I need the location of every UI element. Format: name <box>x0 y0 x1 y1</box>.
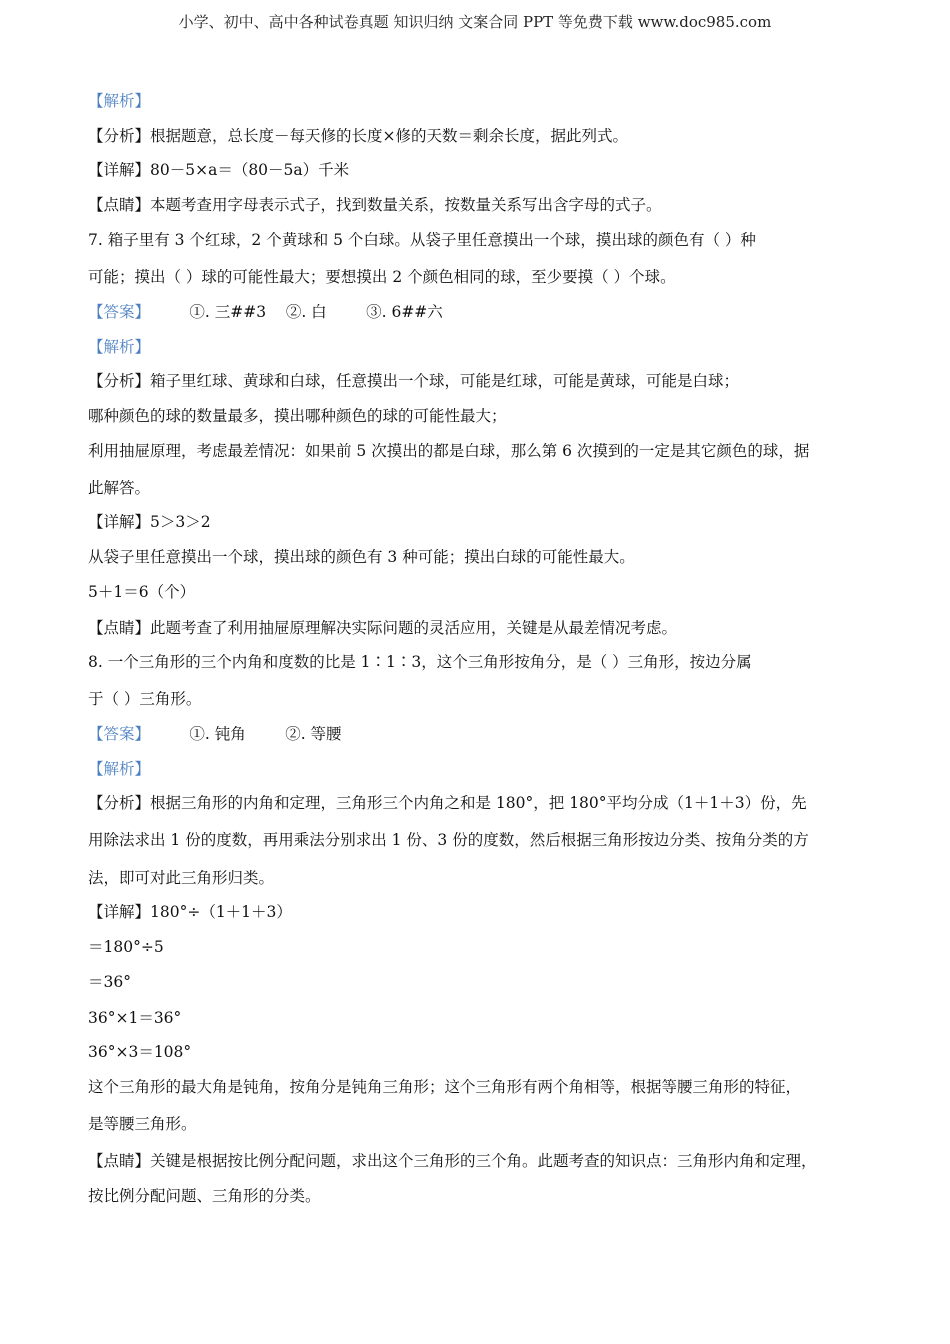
q7-xiangjie-line2: 从袋子里任意摸出一个球，摸出球的颜色有 3 种可能；摸出白球的可能性最大。 <box>88 548 635 566</box>
q6-xiangjie: 【详解】80－5×a＝（80－5a）千米 <box>88 161 350 179</box>
q6-dianjing: 【点睛】本题考查用字母表示式子，找到数量关系，按数量关系写出含字母的式子。 <box>88 196 662 214</box>
q7-answer-text: ①. 三##3 ②. 白 ③. 6##六 <box>150 303 443 321</box>
q7-question-line1: 7. 箱子里有 3 个红球，2 个黄球和 5 个白球。从袋子里任意摸出一个球，摸出球的颜色有（ ）种 <box>88 231 756 249</box>
q8-fenxi-line2: 用除法求出 1 份的度数，再用乘法分别求出 1 份、3 份的度数，然后根据三角形按边分类、按角分类的方 <box>88 831 809 849</box>
q8-xiangjie-line5: 36°×3＝108° <box>88 1043 192 1061</box>
q8-dianjing-line1: 【点睛】关键是根据按比例分配问题，求出这个三角形的三个角。此题考查的知识点：三角形内角和定理， <box>88 1152 817 1170</box>
q8-xiangjie-line6: 这个三角形的最大角是钝角，按角分是钝角三角形；这个三角形有两个角相等，根据等腰三角形的特征， <box>88 1078 802 1096</box>
q8-analysis-tag: 【解析】 <box>88 760 151 778</box>
q8-answer-row <box>88 724 342 744</box>
q7-fenxi-line4: 此解答。 <box>88 479 151 497</box>
q7-analysis-tag: 【解析】 <box>88 338 151 356</box>
q8-fenxi-line3: 法，即可对此三角形归类。 <box>88 869 275 887</box>
q8-answer-tag: 【答案】 <box>88 725 151 743</box>
q8-xiangjie-line3: ＝36° <box>88 973 131 991</box>
q8-answer-text: ①. 钝角 ②. 等腰 <box>150 725 342 743</box>
q6-analysis-tag: 【解析】 <box>88 92 151 110</box>
q7-answer-row <box>88 302 443 322</box>
q7-question-line2: 可能；摸出（ ）球的可能性最大；要想摸出 2 个颜色相同的球，至少要摸（ ）个球。 <box>88 268 676 286</box>
q7-xiangjie-line1: 【详解】5＞3＞2 <box>88 513 211 531</box>
q8-xiangjie-line7: 是等腰三角形。 <box>88 1115 197 1133</box>
q6-fenxi: 【分析】根据题意，总长度－每天修的长度×修的天数＝剩余长度，据此列式。 <box>88 127 628 145</box>
q8-xiangjie-line2: ＝180°÷5 <box>88 938 164 956</box>
q8-question-line2: 于（ ）三角形。 <box>88 690 202 708</box>
q7-fenxi-line3: 利用抽屉原理，考虑最差情况：如果前 5 次摸出的都是白球，那么第 6 次摸到的一定是其它颜色的球，据 <box>88 442 810 460</box>
q7-dianjing: 【点睛】此题考查了利用抽屉原理解决实际问题的灵活应用，关键是从最差情况考虑。 <box>88 619 678 637</box>
q8-fenxi-line1: 【分析】根据三角形的内角和定理，三角形三个内角之和是 180°，把 180°平均分成（1＋1＋3）份，先 <box>88 794 807 812</box>
q8-xiangjie-line1: 【详解】180°÷（1＋1＋3） <box>88 903 292 921</box>
page-header: 小学、初中、高中各种试卷真题 知识归纳 文案合同 PPT 等免费下载 www.doc985.com <box>178 13 772 31</box>
q8-dianjing-line2: 按比例分配问题、三角形的分类。 <box>88 1187 321 1205</box>
q7-answer-tag: 【答案】 <box>88 303 151 321</box>
q8-xiangjie-line4: 36°×1＝36° <box>88 1009 182 1027</box>
q8-question-line1: 8. 一个三角形的三个内角和度数的比是 1∶1∶3，这个三角形按角分，是（ ）三角形，按边分属 <box>88 653 752 671</box>
q7-fenxi-line1: 【分析】箱子里红球、黄球和白球，任意摸出一个球，可能是红球，可能是黄球，可能是白球； <box>88 372 740 390</box>
q7-fenxi-line2: 哪种颜色的球的数量最多，摸出哪种颜色的球的可能性最大； <box>88 407 507 425</box>
q7-xiangjie-line3: 5＋1＝6（个） <box>88 583 196 601</box>
